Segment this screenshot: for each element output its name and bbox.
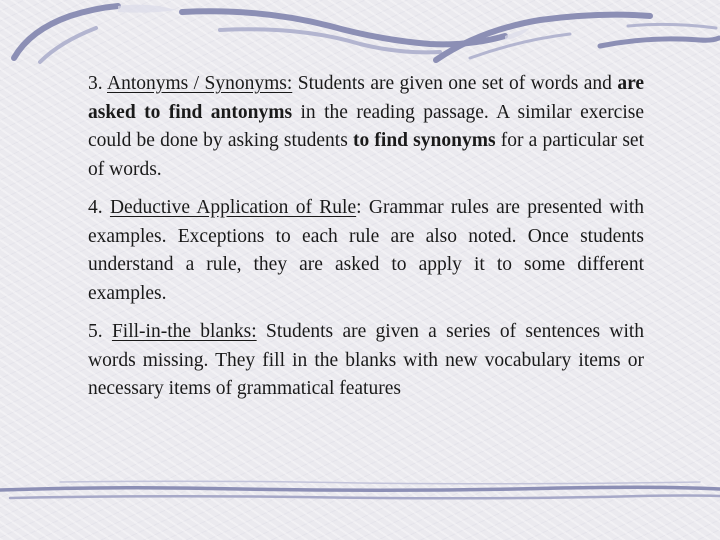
item-bold-text: to find synonyms bbox=[353, 130, 496, 151]
item-text: in the reading passage. A similar exercise could be done by asking students bbox=[88, 101, 645, 151]
top-decoration bbox=[0, 0, 720, 70]
item-heading: Deductive Application of Rule bbox=[109, 197, 357, 218]
item-text: Students are given one set of words and bbox=[297, 73, 612, 94]
bottom-decoration bbox=[0, 478, 720, 508]
item-heading: Fill-in-the blanks: bbox=[111, 321, 257, 342]
item-text: for a particular set of words. bbox=[88, 130, 645, 180]
item-number: 5. bbox=[88, 321, 103, 342]
item-text: : Grammar rules are presented with examples. Exceptions to each rule are also noted. Once students understand a rule, they are asked to apply it to some different examples. bbox=[88, 197, 644, 304]
item-antonyms-synonyms bbox=[88, 70, 644, 184]
item-text: Students are given a series of sentences with words missing. They fill in the blanks with new vocabulary items or necessary items of grammatical features bbox=[88, 321, 645, 399]
item-number: 3. bbox=[88, 73, 103, 94]
item-deductive-application bbox=[88, 194, 644, 308]
item-heading: Antonyms / Synonyms: bbox=[106, 73, 293, 94]
slide-body bbox=[88, 70, 644, 414]
item-bold-text: are asked to find antonyms bbox=[88, 73, 645, 123]
item-fill-in-the-blanks bbox=[88, 318, 644, 404]
item-number: 4. bbox=[88, 197, 103, 218]
